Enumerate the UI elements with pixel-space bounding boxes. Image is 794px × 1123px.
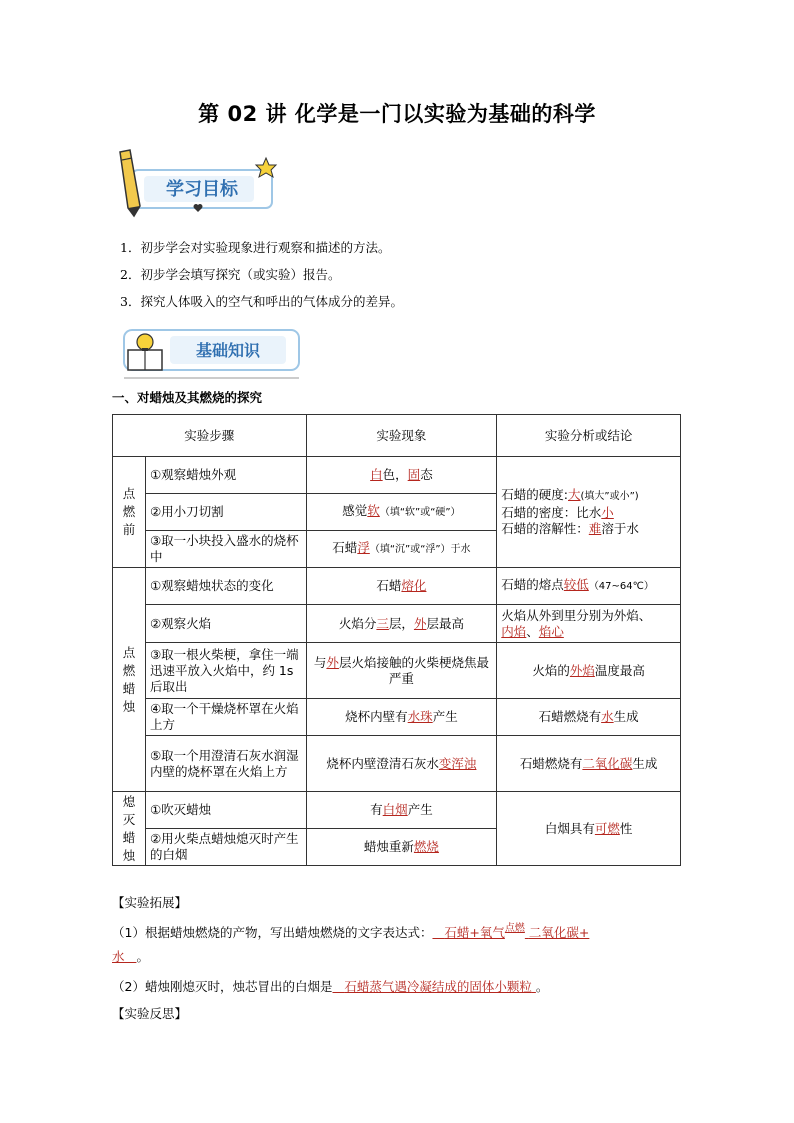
phenomenon-cell: 石蜡浮（填“沉”或“浮”）于水 — [306, 531, 497, 568]
step-cell: ③取一小块投入盛水的烧杯中 — [145, 531, 306, 568]
table-row — [113, 699, 681, 736]
learning-goals-badge — [114, 148, 284, 220]
basic-knowledge-badge — [114, 322, 304, 382]
table-header-row — [113, 415, 681, 457]
phenomenon-cell: 烧杯内壁澄清石灰水变浑浊 — [306, 736, 497, 792]
phase-burning: 点燃蜡烛 — [113, 568, 146, 792]
experiment-reflection-heading: 【实验反思】 — [112, 1006, 188, 1021]
conclusion-cell: 石蜡的熔点较低（47~64℃） — [497, 568, 681, 605]
step-cell: ①观察蜡烛状态的变化 — [145, 568, 306, 605]
extension-question-1: （1）根据蜡烛燃烧的产物，写出蜡烛燃烧的文字表达式： 石蜡+氧气$^{点燃}$ 二氧化碳+ 水 。 — [112, 923, 590, 964]
phenomenon-cell: 白色，固态 — [306, 457, 497, 494]
table-row — [113, 643, 681, 699]
step-cell: ①吹灭蜡烛 — [145, 792, 306, 829]
phenomenon-cell: 石蜡熔化 — [306, 568, 497, 605]
header-step: 实验步骤 — [113, 415, 307, 457]
phase-extinguish: 熄灭蜡烛 — [113, 792, 146, 866]
step-cell: ③取一根火柴梗，拿住一端迅速平放入火焰中，约 1s 后取出 — [145, 643, 306, 699]
step-cell: ②观察火焰 — [145, 605, 306, 643]
step-cell: ②用小刀切割 — [145, 494, 306, 531]
heart-icon — [194, 204, 203, 212]
conclusion-cell: 火焰的外焰温度最高 — [497, 643, 681, 699]
step-cell: ①观察蜡烛外观 — [145, 457, 306, 494]
header-phenomenon: 实验现象 — [306, 415, 497, 457]
phenomenon-cell: 火焰分三层，外层最高 — [306, 605, 497, 643]
conclusion-cell: 火焰从外到里分别为外焰、 内焰、焰心 — [497, 605, 681, 643]
table-row — [113, 457, 681, 494]
phenomenon-cell: 感觉软（填“软”或“硬”） — [306, 494, 497, 531]
goal-item: 3．探究人体吸入的空气和呼出的气体成分的差异。 — [120, 294, 403, 309]
step-cell: ②用火柴点蜡烛熄灭时产生的白烟 — [145, 829, 306, 866]
experiment-extension-heading: 【实验拓展】 — [112, 895, 188, 910]
conclusion-cell: 白烟具有可燃性 — [497, 792, 681, 866]
phenomenon-cell: 与外层火焰接触的火柴梗烧焦最严重 — [306, 643, 497, 699]
table-row — [113, 792, 681, 829]
phenomenon-cell: 烧杯内壁有水珠产生 — [306, 699, 497, 736]
goal-item: 1．初步学会对实验现象进行观察和描述的方法。 — [120, 240, 391, 255]
svg-text:学习目标: 学习目标 — [166, 179, 238, 200]
table-row — [113, 605, 681, 643]
table-row — [113, 736, 681, 792]
table-row — [113, 568, 681, 605]
conclusion-cell: 石蜡的硬度:大(填大”或小”) 石蜡的密度：比水小 石蜡的溶解性：难溶于水 — [497, 457, 681, 568]
extension-question-2: （2）蜡烛刚熄灭时，烛芯冒出的白烟是 石蜡蒸气遇冷凝结成的固体小颗粒 。 — [112, 979, 549, 994]
learning-goals-list — [120, 234, 403, 315]
conclusion-cell: 石蜡燃烧有二氧化碳生成 — [497, 736, 681, 792]
phenomenon-cell: 蜡烛重新燃烧 — [306, 829, 497, 866]
svg-text:基础知识: 基础知识 — [195, 341, 261, 360]
conclusion-cell: 石蜡燃烧有水生成 — [497, 699, 681, 736]
step-cell: ④取一个干燥烧杯罩在火焰上方 — [145, 699, 306, 736]
candle-experiment-table — [112, 414, 681, 866]
page-title: 第 02 讲 化学是一门以实验为基础的科学 — [198, 102, 596, 126]
phase-before-lighting: 点燃前 — [113, 457, 146, 568]
phenomenon-cell: 有白烟产生 — [306, 792, 497, 829]
step-cell: ⑤取一个用澄清石灰水润湿内壁的烧杯罩在火焰上方 — [145, 736, 306, 792]
section-title: 一、对蜡烛及其燃烧的探究 — [112, 390, 263, 405]
goal-item: 2．初步学会填写探究（或实验）报告。 — [120, 267, 341, 282]
header-conclusion: 实验分析或结论 — [497, 415, 681, 457]
